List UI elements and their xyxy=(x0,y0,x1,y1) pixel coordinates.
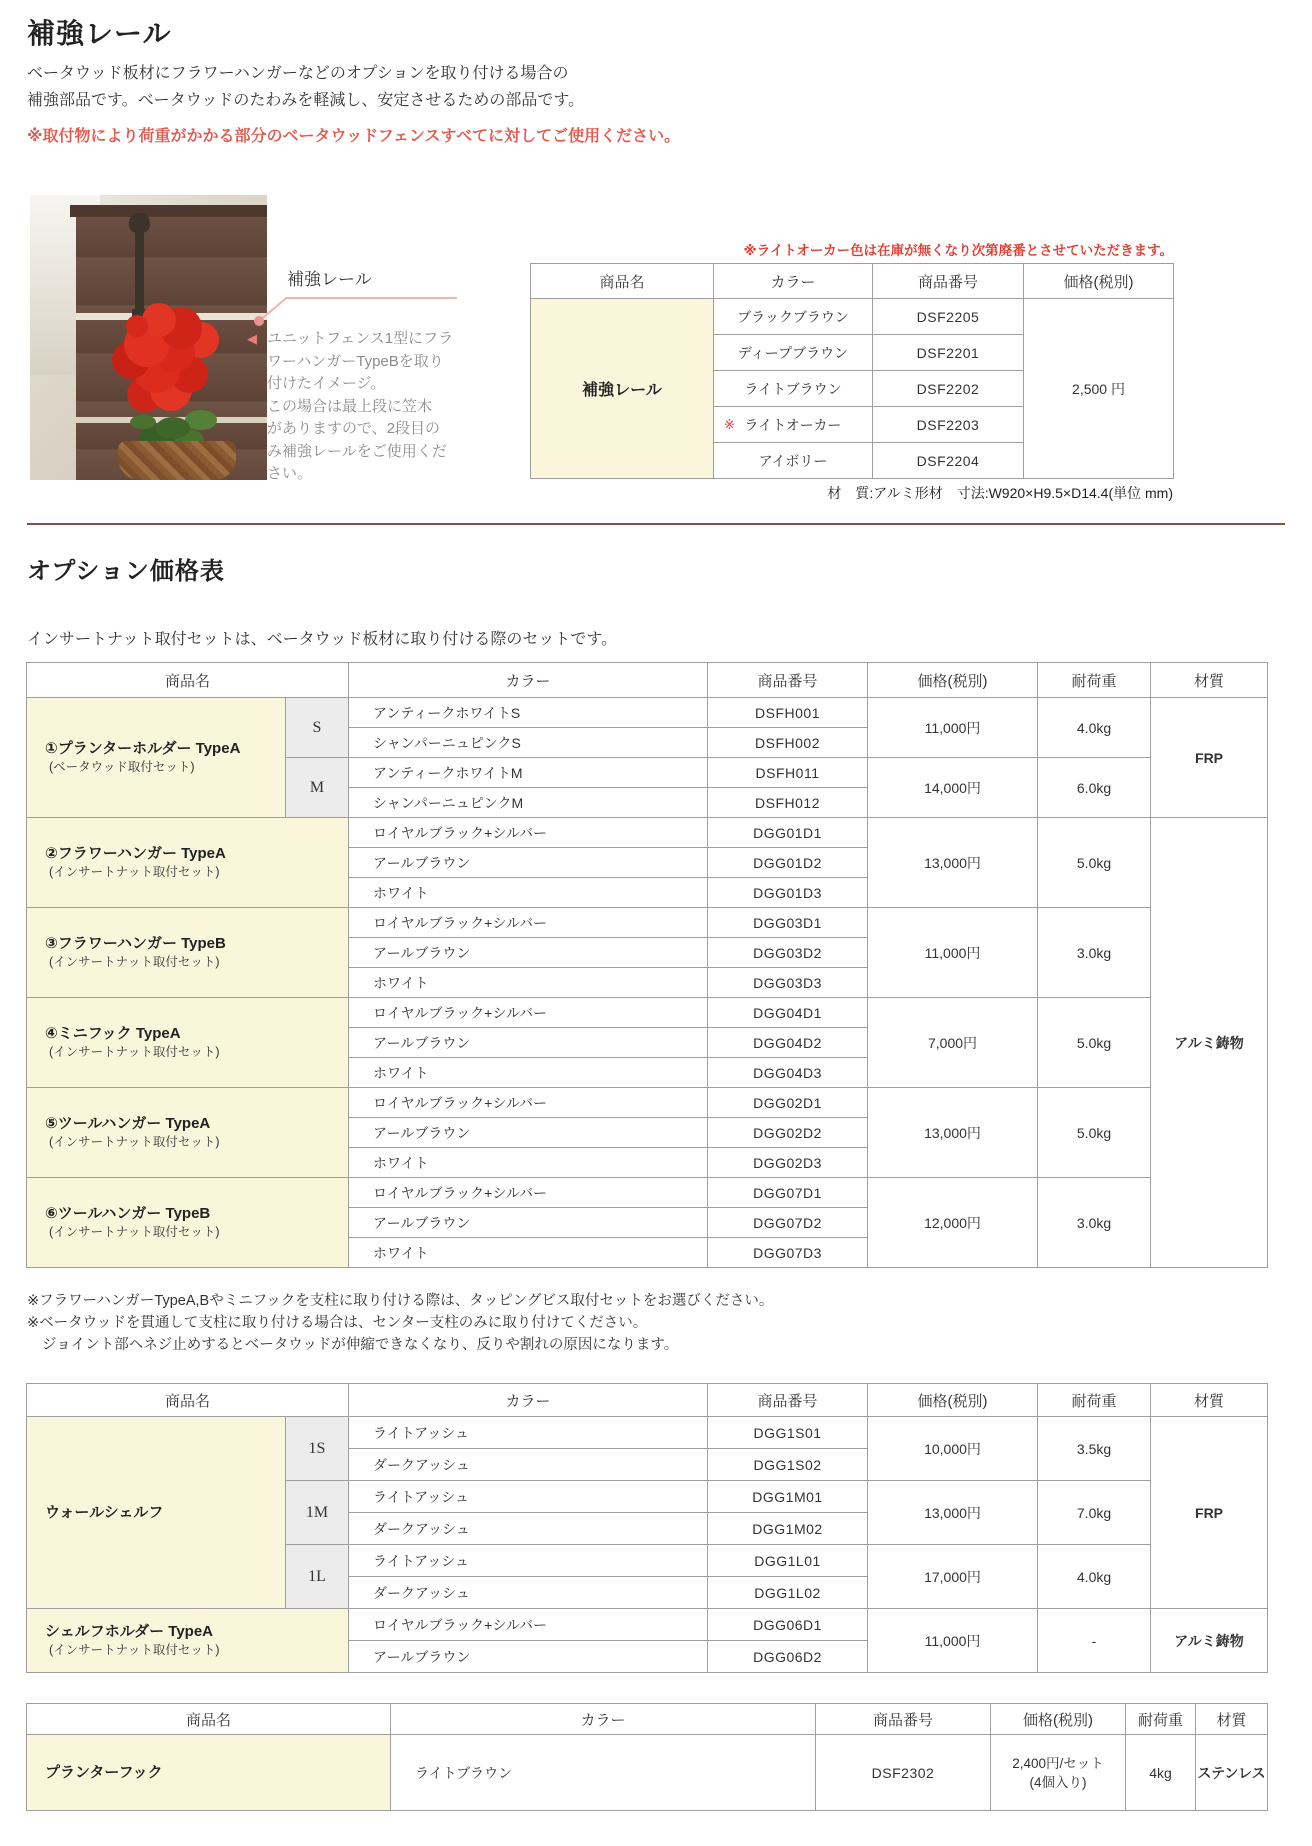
table-header-row xyxy=(27,1704,1268,1735)
code-cell: DGG07D2 xyxy=(708,1208,868,1238)
shelf-price-table xyxy=(26,1383,1268,1673)
triangle-left-icon: ◀ xyxy=(247,331,257,346)
price-cell: 14,000円 xyxy=(868,758,1038,818)
caption-line: ワーハンガーTypeBを取り xyxy=(267,352,444,370)
product-subname: (ベータウッド取付セット) xyxy=(49,760,195,774)
size-cell: S xyxy=(286,698,349,758)
code-cell: DSFH001 xyxy=(708,698,868,728)
header-color: カラー xyxy=(349,663,708,698)
color-name: ライトオーカー xyxy=(744,416,842,433)
table-row xyxy=(27,1609,1268,1641)
material-cell: アルミ鋳物 xyxy=(1151,818,1268,1268)
header-load: 耐荷重 xyxy=(1126,1704,1196,1735)
product-subname: (インサートナット取付セット) xyxy=(49,1643,220,1657)
code-cell: DGG04D2 xyxy=(708,1028,868,1058)
table-row xyxy=(27,908,1268,938)
product-subname: (インサートナット取付セット) xyxy=(49,1135,220,1149)
photo-caption-title: 補強レール xyxy=(287,270,372,289)
code-cell: DGG01D2 xyxy=(708,848,868,878)
caption-line: み補強レールをご使用くだ xyxy=(267,442,447,460)
photo-flower-hanger xyxy=(135,217,144,317)
product-name: ⑥ツールハンガー TypeB xyxy=(45,1205,211,1222)
color-cell: ライトアッシュ xyxy=(349,1417,708,1449)
product-photo xyxy=(30,195,267,480)
load-cell: - xyxy=(1038,1609,1151,1673)
table-header-row xyxy=(531,264,1174,299)
code-cell: DSF2205 xyxy=(873,299,1024,335)
load-cell: 4.0kg xyxy=(1038,1545,1151,1609)
color-cell: ライトアッシュ xyxy=(349,1545,708,1577)
size-cell: M xyxy=(286,758,349,818)
color-cell: ロイヤルブラック+シルバー xyxy=(349,1178,708,1208)
header-price: 価格(税別) xyxy=(1024,264,1174,299)
code-cell: DGG1L02 xyxy=(708,1577,868,1609)
material-cell: ステンレス xyxy=(1196,1735,1268,1811)
leader-line xyxy=(285,297,457,299)
code-cell: DGG04D1 xyxy=(708,998,868,1028)
color-cell: アールブラウン xyxy=(349,1028,708,1058)
color-cell: ホワイト xyxy=(349,1148,708,1178)
color-cell: ホワイト xyxy=(349,1058,708,1088)
product-name-cell xyxy=(27,998,349,1088)
code-cell: DGG1S01 xyxy=(708,1417,868,1449)
header-material: 材質 xyxy=(1151,1384,1268,1417)
header-product-name: 商品名 xyxy=(531,264,714,299)
photo-red-flowers xyxy=(126,315,148,337)
color-cell xyxy=(714,407,873,443)
table-row xyxy=(27,1178,1268,1208)
table-row xyxy=(27,698,1268,728)
color-cell: アールブラウン xyxy=(349,1208,708,1238)
load-cell: 3.5kg xyxy=(1038,1417,1151,1481)
size-cell: 1L xyxy=(286,1545,349,1609)
photo-basket xyxy=(118,441,236,480)
color-cell: アンティークホワイトM xyxy=(349,758,708,788)
header-material: 材質 xyxy=(1151,663,1268,698)
price-cell: 13,000円 xyxy=(868,818,1038,908)
product-name-cell xyxy=(27,908,349,998)
code-cell: DGG02D3 xyxy=(708,1148,868,1178)
product-subname: (インサートナット取付セット) xyxy=(49,1225,220,1239)
header-price: 価格(税別) xyxy=(868,1384,1038,1417)
color-cell: ディープブラウン xyxy=(714,335,873,371)
product-name-cell xyxy=(27,1088,349,1178)
color-cell: ダークアッシュ xyxy=(349,1449,708,1481)
load-cell: 5.0kg xyxy=(1038,818,1151,908)
intro-line: ベータウッド板材にフラワーハンガーなどのオプションを取り付ける場合の xyxy=(27,65,569,82)
header-price: 価格(税別) xyxy=(868,663,1038,698)
price-cell: 13,000円 xyxy=(868,1481,1038,1545)
header-color: カラー xyxy=(714,264,873,299)
photo-fence-gap xyxy=(76,313,267,320)
code-cell: DSFH012 xyxy=(708,788,868,818)
load-cell: 3.0kg xyxy=(1038,908,1151,998)
load-cell: 3.0kg xyxy=(1038,1178,1151,1268)
product-subname: (インサートナット取付セット) xyxy=(49,865,220,879)
product-name-cell xyxy=(27,1178,349,1268)
code-cell: DGG1M01 xyxy=(708,1481,868,1513)
section-divider xyxy=(27,523,1285,525)
header-color: カラー xyxy=(349,1384,708,1417)
material-cell: FRP xyxy=(1151,698,1268,818)
discontinued-note: ※ライトオーカー色は在庫が無くなり次第廃番とさせていただきます。 xyxy=(743,243,1173,258)
caption-line: さい。 xyxy=(267,465,313,482)
product-name: ⑤ツールハンガー TypeA xyxy=(45,1115,211,1132)
product-name: ウォールシェルフ xyxy=(45,1503,164,1521)
color-cell: シャンパーニュピンクS xyxy=(349,728,708,758)
material-cell: アルミ鋳物 xyxy=(1151,1609,1268,1673)
price-cell: 13,000円 xyxy=(868,1088,1038,1178)
code-cell: DGG04D3 xyxy=(708,1058,868,1088)
color-cell: シャンパーニュピンクM xyxy=(349,788,708,818)
color-cell: ホワイト xyxy=(349,1238,708,1268)
price-cell xyxy=(991,1735,1126,1811)
load-cell: 4kg xyxy=(1126,1735,1196,1811)
photo-leaves xyxy=(130,415,156,429)
product-subname: (インサートナット取付セット) xyxy=(49,1045,220,1059)
header-product-name: 商品名 xyxy=(27,1384,349,1417)
photo-fence-gap xyxy=(76,417,267,423)
size-cell: 1M xyxy=(286,1481,349,1545)
header-code: 商品番号 xyxy=(708,1384,868,1417)
color-cell: ライトブラウン xyxy=(714,371,873,407)
note-line: ※ベータウッドを貫通して支柱に取り付ける場合は、センター支柱のみに取り付けてください。 xyxy=(27,1315,648,1331)
note-line: ※フラワーハンガーTypeA,Bやミニフックを支柱に取り付ける際は、タッピングビス取付セットをお選びください。 xyxy=(27,1293,774,1309)
code-cell: DGG03D3 xyxy=(708,968,868,998)
price-cell: 2,500 円 xyxy=(1024,299,1174,479)
product-name-cell xyxy=(27,818,349,908)
page-title: 補強レール xyxy=(27,19,172,50)
load-cell: 4.0kg xyxy=(1038,698,1151,758)
photo-fence-cap xyxy=(70,205,267,217)
price-cell: 12,000円 xyxy=(868,1178,1038,1268)
color-cell: アールブラウン xyxy=(349,1118,708,1148)
price-line: 2,400円/セット xyxy=(1012,1755,1104,1771)
code-cell: DGG06D1 xyxy=(708,1609,868,1641)
options-price-table xyxy=(26,662,1268,1268)
caption-line: 付けたイメージ。 xyxy=(267,375,386,392)
header-product-name: 商品名 xyxy=(27,663,349,698)
header-load: 耐荷重 xyxy=(1038,1384,1151,1417)
color-cell: ロイヤルブラック+シルバー xyxy=(349,908,708,938)
color-cell: ロイヤルブラック+シルバー xyxy=(349,1088,708,1118)
product-name: プランターフック xyxy=(45,1763,163,1781)
code-cell: DGG03D2 xyxy=(708,938,868,968)
color-cell: ライトアッシュ xyxy=(349,1481,708,1513)
code-cell: DGG03D1 xyxy=(708,908,868,938)
intro-text xyxy=(27,60,584,114)
code-cell: DGG06D2 xyxy=(708,1641,868,1673)
color-cell: ホワイト xyxy=(349,968,708,998)
price-cell: 17,000円 xyxy=(868,1545,1038,1609)
product-name-cell: 補強レール xyxy=(531,299,714,479)
leader-dot xyxy=(254,316,264,326)
code-cell: DGG07D3 xyxy=(708,1238,868,1268)
product-name: ③フラワーハンガー TypeB xyxy=(45,935,226,952)
header-product-name: 商品名 xyxy=(27,1704,391,1735)
table-header-row xyxy=(27,1384,1268,1417)
code-cell: DGG1M02 xyxy=(708,1513,868,1545)
code-cell: DSF2203 xyxy=(873,407,1024,443)
price-line: (4個入り) xyxy=(1029,1774,1087,1790)
color-cell: ロイヤルブラック+シルバー xyxy=(349,1609,708,1641)
code-cell: DGG01D1 xyxy=(708,818,868,848)
color-cell: ブラックブラウン xyxy=(714,299,873,335)
rail-price-table xyxy=(530,263,1174,479)
color-cell: ロイヤルブラック+シルバー xyxy=(349,818,708,848)
product-name: ②フラワーハンガー TypeA xyxy=(45,845,226,862)
code-cell: DGG07D1 xyxy=(708,1178,868,1208)
color-cell: アイボリー xyxy=(714,443,873,479)
options-notes xyxy=(27,1290,773,1356)
color-cell: ライトブラウン xyxy=(391,1735,816,1811)
table-row xyxy=(27,998,1268,1028)
load-cell: 5.0kg xyxy=(1038,998,1151,1088)
code-cell: DSF2202 xyxy=(873,371,1024,407)
code-cell: DGG02D1 xyxy=(708,1088,868,1118)
code-cell: DGG02D2 xyxy=(708,1118,868,1148)
price-cell: 7,000円 xyxy=(868,998,1038,1088)
table-row xyxy=(27,818,1268,848)
code-cell: DSFH011 xyxy=(708,758,868,788)
code-cell: DSF2204 xyxy=(873,443,1024,479)
color-cell: ホワイト xyxy=(349,878,708,908)
product-name-cell xyxy=(27,698,286,818)
product-name: シェルフホルダー TypeA xyxy=(45,1623,213,1640)
color-cell: ダークアッシュ xyxy=(349,1513,708,1545)
intro-line: 補強部品です。ベータウッドのたわみを軽減し、安定させるための部品です。 xyxy=(27,92,585,109)
photo-fence xyxy=(76,211,267,480)
color-cell: アールブラウン xyxy=(349,1641,708,1673)
header-load: 耐荷重 xyxy=(1038,663,1151,698)
usage-warning: ※取付物により荷重がかかる部分のベータウッドフェンスすべてに対してご使用ください。 xyxy=(27,128,681,145)
price-cell: 11,000円 xyxy=(868,908,1038,998)
code-cell: DGG1L01 xyxy=(708,1545,868,1577)
product-name-cell xyxy=(27,1417,286,1609)
size-cell: 1S xyxy=(286,1417,349,1481)
material-spec-note: 材 質:アルミ形材 寸法:W920×H9.5×D14.4(単位 mm) xyxy=(827,485,1173,501)
color-cell: アールブラウン xyxy=(349,938,708,968)
header-code: 商品番号 xyxy=(708,663,868,698)
table-header-row xyxy=(27,663,1268,698)
discontinued-mark: ※ xyxy=(724,416,735,432)
header-material: 材質 xyxy=(1196,1704,1268,1735)
price-cell: 10,000円 xyxy=(868,1417,1038,1481)
product-name-cell xyxy=(27,1609,349,1673)
code-cell: DGG01D3 xyxy=(708,878,868,908)
load-cell: 6.0kg xyxy=(1038,758,1151,818)
price-cell: 11,000円 xyxy=(868,1609,1038,1673)
caption-line: この場合は最上段に笠木 xyxy=(267,397,433,415)
load-cell: 7.0kg xyxy=(1038,1481,1151,1545)
header-color: カラー xyxy=(391,1704,816,1735)
table-row xyxy=(27,1417,1268,1449)
caption-line: がありますので、2段目の xyxy=(267,420,441,437)
color-cell: アールブラウン xyxy=(349,848,708,878)
code-cell: DSF2302 xyxy=(816,1735,991,1811)
product-name: ①プランターホルダー TypeA xyxy=(45,740,241,757)
hook-price-table xyxy=(26,1703,1268,1811)
header-code: 商品番号 xyxy=(873,264,1024,299)
code-cell: DGG1S02 xyxy=(708,1449,868,1481)
color-cell: アンティークホワイトS xyxy=(349,698,708,728)
header-code: 商品番号 xyxy=(816,1704,991,1735)
note-line: ジョイント部ヘネジ止めするとベータウッドが伸縮できなくなり、反りや割れの原因になります。 xyxy=(42,1337,679,1353)
table-row xyxy=(27,1735,1268,1811)
color-cell: ロイヤルブラック+シルバー xyxy=(349,998,708,1028)
material-cell: FRP xyxy=(1151,1417,1268,1609)
product-name: ④ミニフック TypeA xyxy=(45,1025,181,1042)
header-price: 価格(税別) xyxy=(991,1704,1126,1735)
section-title: オプション価格表 xyxy=(27,559,225,585)
table-row xyxy=(27,1088,1268,1118)
color-cell: ダークアッシュ xyxy=(349,1577,708,1609)
options-intro: インサートナット取付セットは、ベータウッド板材に取り付ける際のセットです。 xyxy=(27,631,618,648)
price-cell: 11,000円 xyxy=(868,698,1038,758)
product-subname: (インサートナット取付セット) xyxy=(49,955,220,969)
load-cell: 5.0kg xyxy=(1038,1088,1151,1178)
code-cell: DSF2201 xyxy=(873,335,1024,371)
code-cell: DSFH002 xyxy=(708,728,868,758)
product-name-cell xyxy=(27,1735,391,1811)
table-row xyxy=(531,299,1174,335)
caption-line: ユニットフェンス1型にフラ xyxy=(267,330,454,347)
photo-caption-text xyxy=(267,328,453,486)
